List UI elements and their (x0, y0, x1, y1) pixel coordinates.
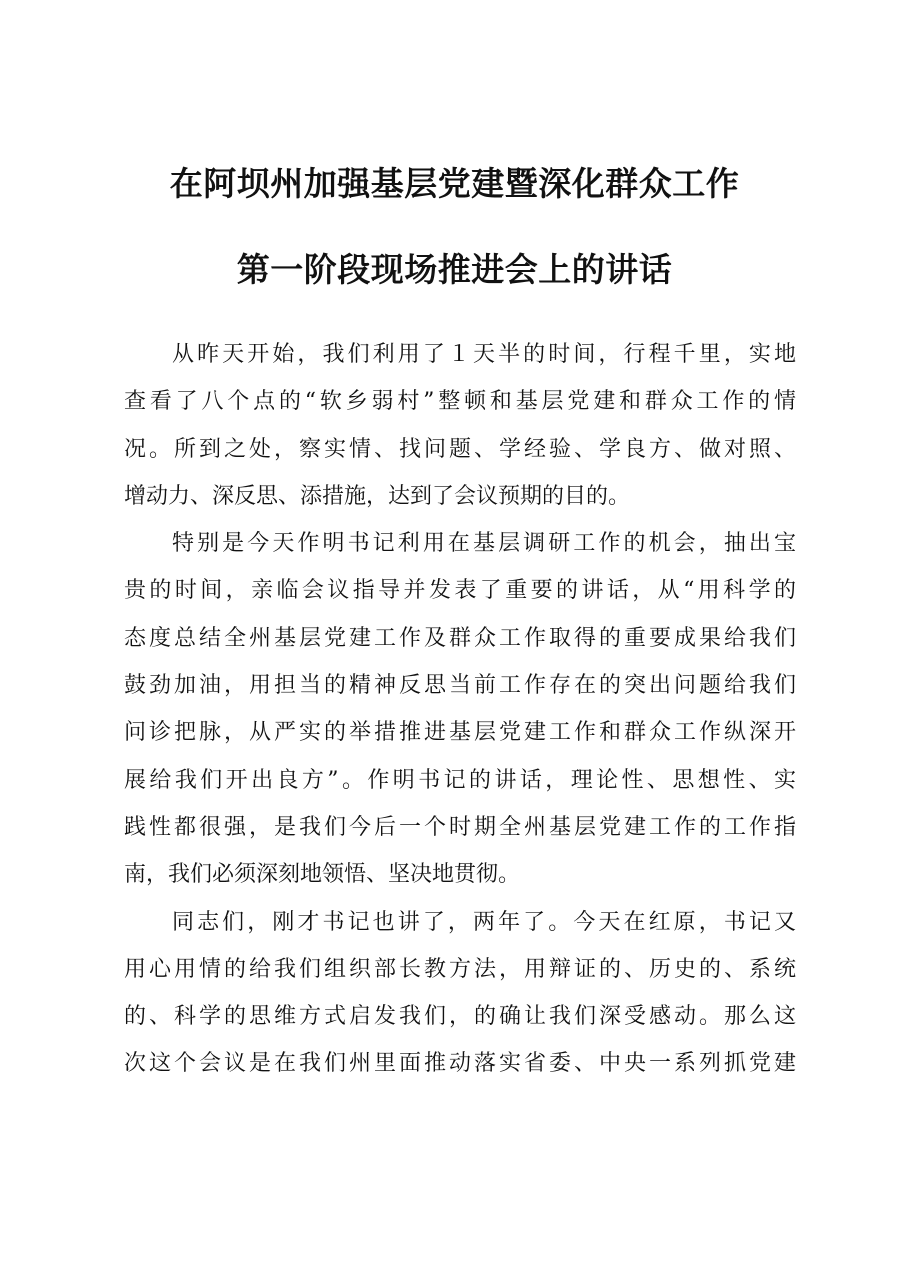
paragraph-3 (124, 899, 796, 1088)
paragraph-1 (124, 331, 796, 520)
paragraph-line: 展给我们开出良方”。作明书记的讲话，理论性、思想性、实 (124, 767, 796, 793)
paragraph-line: 态度总结全州基层党建工作及群众工作取得的重要成果给我们 (124, 625, 796, 651)
document-body (124, 331, 796, 1088)
paragraph-line: 增动力、深反思、添措施，达到了会议预期的目的。 (124, 483, 631, 509)
paragraph-line: 南，我们必须深刻地领悟、坚决地贯彻。 (124, 862, 521, 888)
paragraph-line: 鼓劲加油，用担当的精神反思当前工作存在的突出问题给我们 (124, 673, 796, 699)
document-title-line-1: 在阿坝州加强基层党建暨深化群众工作 (169, 164, 740, 203)
paragraph-line: 查看了八个点的“软乡弱村”整顿和基层党建和群众工作的情 (124, 389, 796, 415)
paragraph-2 (124, 520, 796, 898)
paragraph-line: 的、科学的思维方式启发我们，的确让我们深受感动。那么这 (124, 1004, 796, 1030)
paragraph-line: 从昨天开始，我们利用了１天半的时间，行程千里，实地 (172, 342, 796, 367)
paragraph-line: 问诊把脉，从严实的举措推进基层党建工作和群众工作纵深开 (124, 720, 796, 746)
document-title-line-2: 第一阶段现场推进会上的讲话 (236, 250, 673, 289)
paragraph-line: 特别是今天作明书记利用在基层调研工作的机会，抽出宝 (172, 531, 796, 557)
paragraph-line: 贵的时间，亲临会议指导并发表了重要的讲话，从“用科学的 (124, 578, 796, 604)
paragraph-line: 况。所到之处，察实情、找问题、学经验、学良方、做对照、 (124, 436, 796, 462)
paragraph-line: 践性都很强，是我们今后一个时期全州基层党建工作的工作指 (124, 814, 796, 840)
paragraph-line: 用心用情的给我们组织部长教方法，用辩证的、历史的、系统 (124, 956, 796, 982)
paragraph-line: 次这个会议是在我们州里面推动落实省委、中央一系列抓党建 (124, 1051, 796, 1077)
paragraph-line: 同志们，刚才书记也讲了，两年了。今天在红原，书记又 (172, 909, 796, 935)
